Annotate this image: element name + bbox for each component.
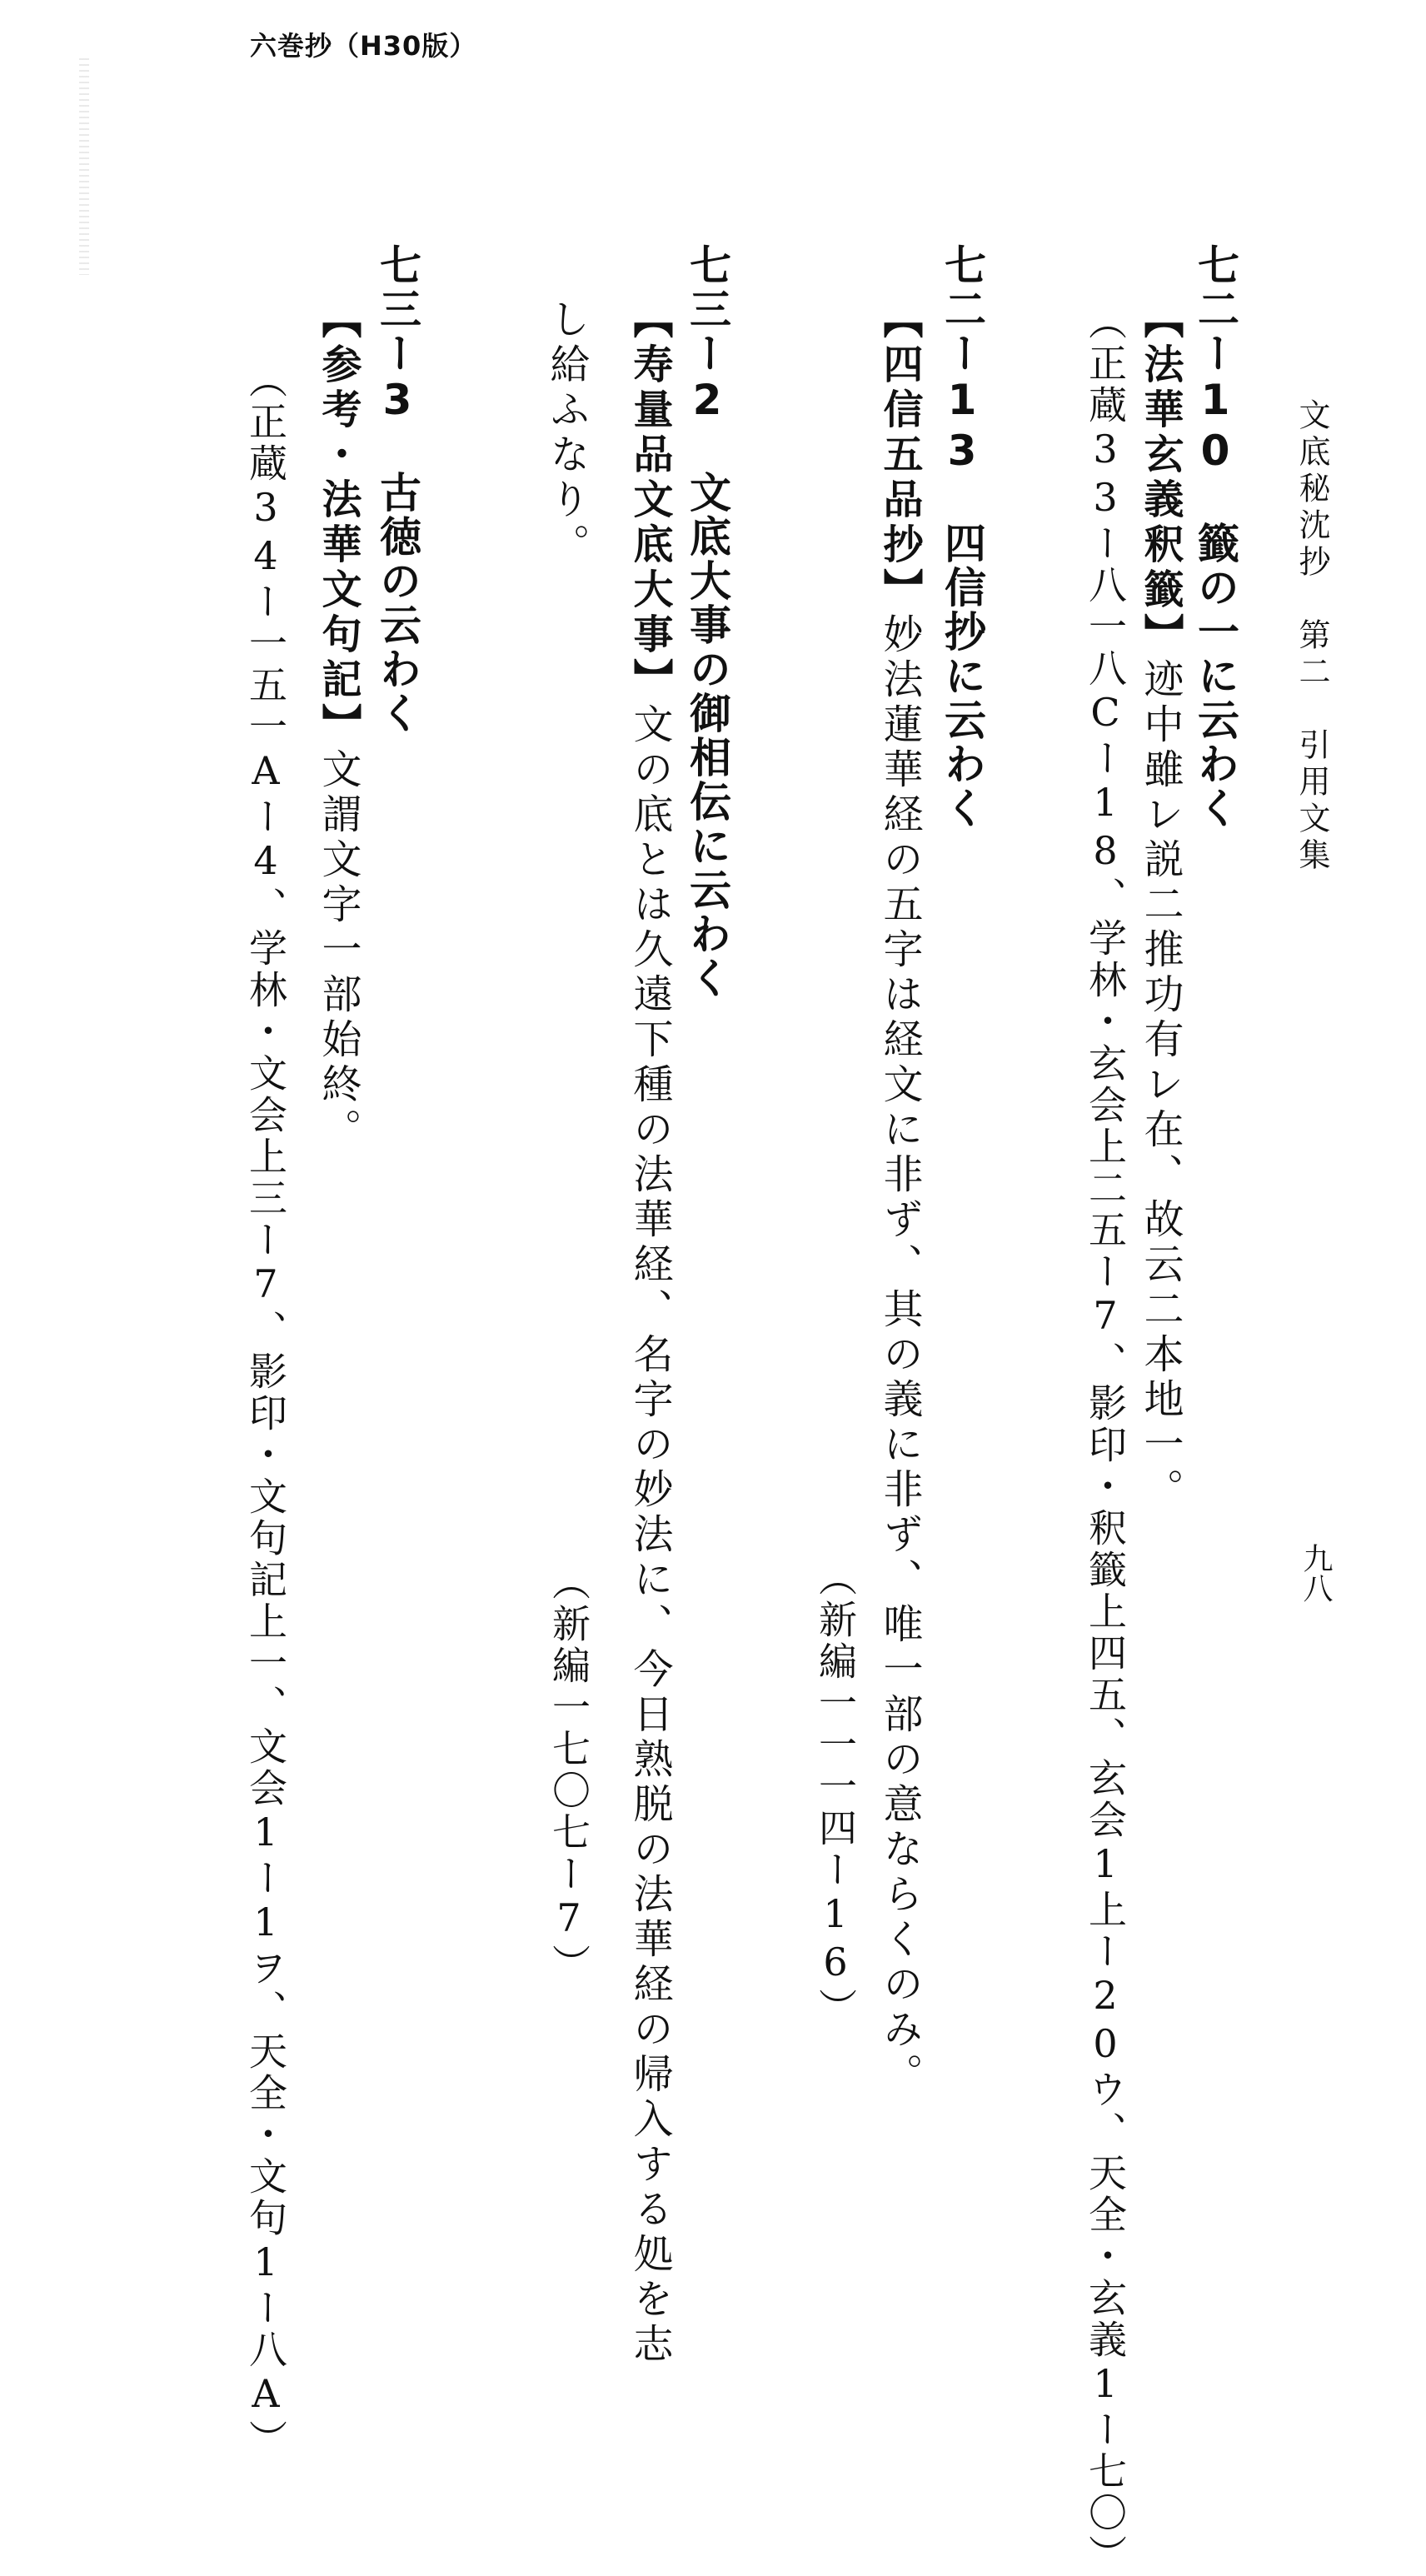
citation: （新編一一一四ー16） (813, 1558, 858, 2029)
quote-text: 迹中雖レ説二推功有レ在、故云二本地一。 (1137, 658, 1184, 1513)
quote-continuation: し給ふなり。 (543, 298, 590, 568)
running-title: 文底秘沈抄 第二 引用文集 (1294, 398, 1330, 875)
section-heading: 七三ー3 古徳の云わく (373, 243, 421, 736)
citation: （新編一七〇七ー7） (546, 1562, 591, 1985)
section-body (315, 298, 361, 1153)
quote-text: 文の底とは久遠下種の法華経、名字の妙法に、今日熟脱の法華経の帰入する処を志 (626, 703, 673, 2368)
quote-text: 文謂文字一部始終。 (315, 748, 361, 1153)
source-label: 【法華玄義釈籤】 (1137, 298, 1184, 658)
section-heading: 七二ー10 籤の一に云わく (1191, 243, 1239, 831)
source-label: 【寿量品文底大事】 (626, 298, 673, 703)
quote-text: 妙法蓮華経の五字は経文に非ず、其の義に非ず、唯一部の意ならくのみ。 (876, 613, 923, 2098)
book-label: 六巻抄（H30版） (250, 30, 477, 62)
section-heading: 七三ー2 文底大事の御相伝に云わく (683, 243, 731, 1001)
source-label: 【四信五品抄】 (876, 298, 923, 613)
citation: （正蔵34ー一五一Aー4、学林・文会上三ー7、影印・文句記上一、文会1ー1ヲ、天全・文句1ー八A） (243, 360, 288, 2461)
page-number: 九八 (1299, 1543, 1333, 1603)
citation: （正蔵33ー八一八Cー18、学林・玄会上二五ー7、影印・釈籤上四五、玄会1上ー20ウ、天全・玄義1ー七〇） (1083, 302, 1128, 2576)
section-body (626, 298, 673, 2368)
section-body (1137, 298, 1184, 1513)
scan-speckle (79, 58, 89, 275)
section-heading: 七二ー13 四信抄に云わく (938, 243, 986, 831)
section-body (876, 298, 923, 2098)
source-label: 【参考・法華文句記】 (315, 298, 361, 748)
